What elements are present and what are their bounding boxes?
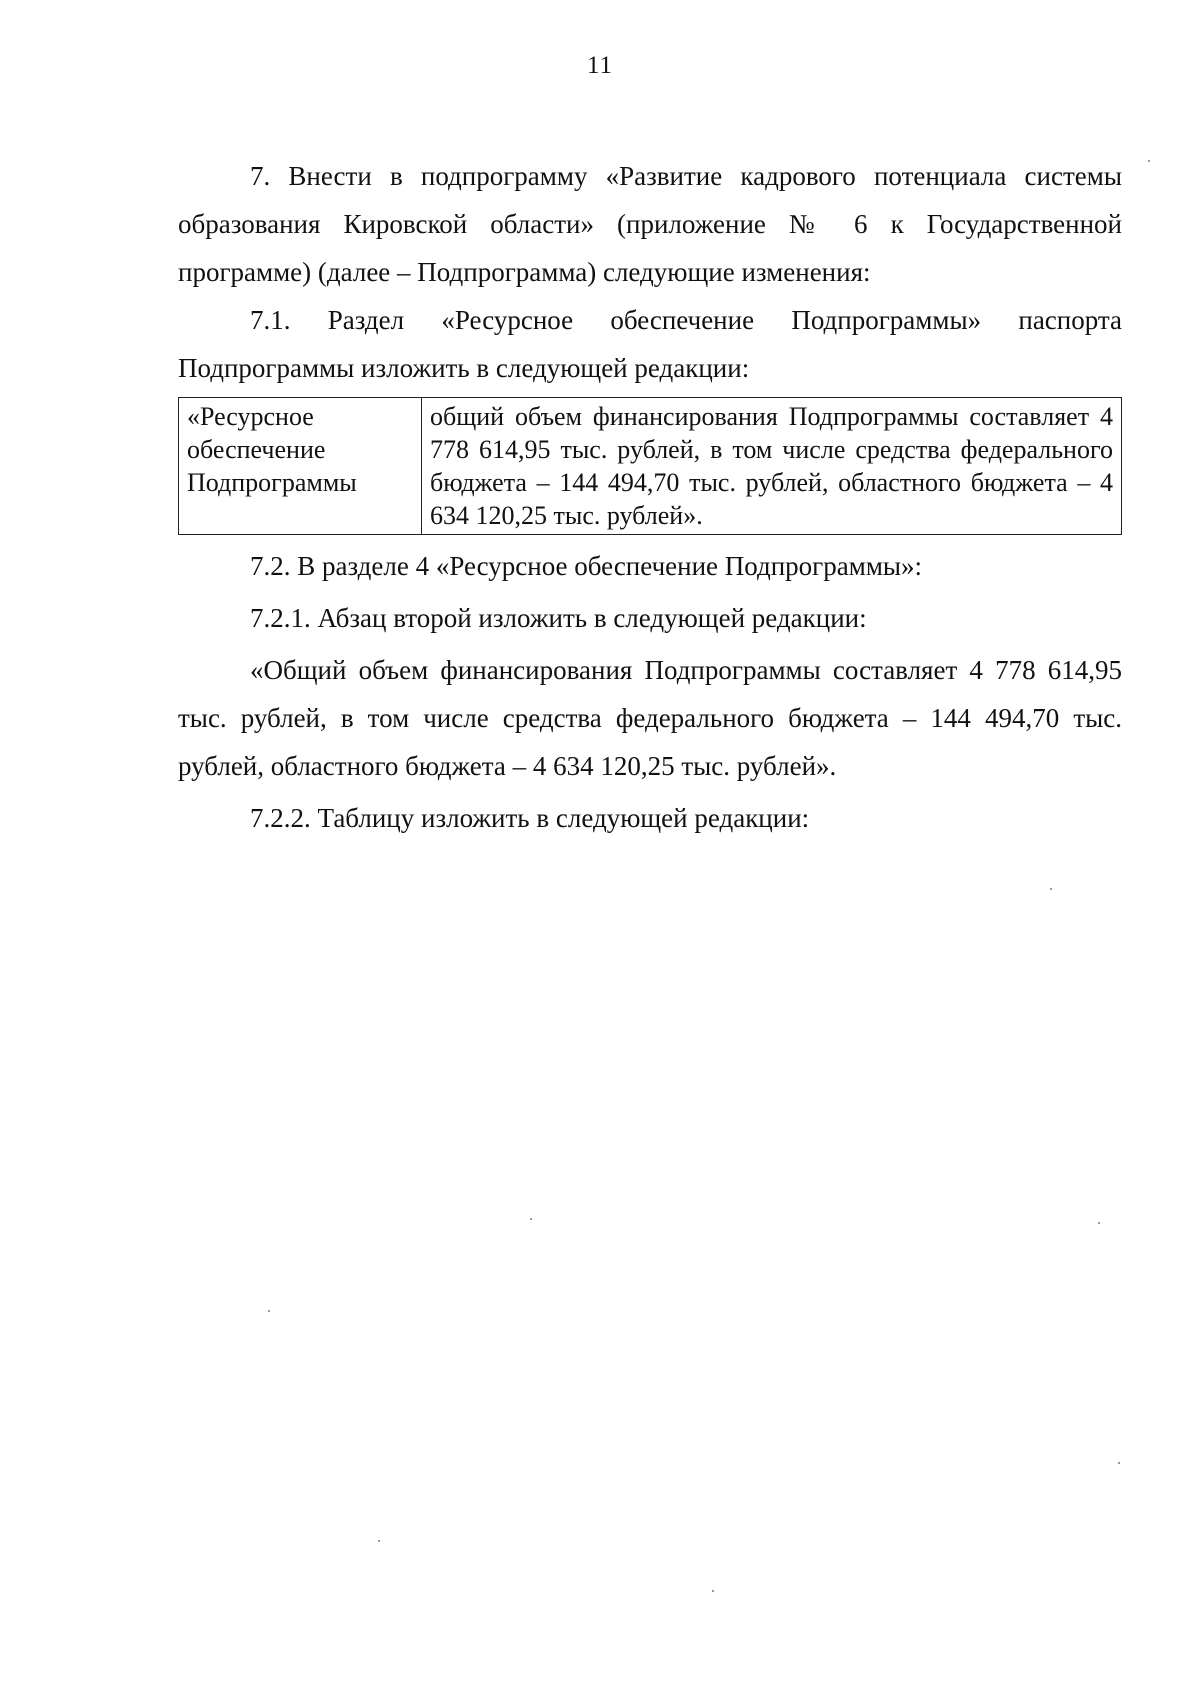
scan-speck	[530, 1218, 532, 1220]
document-body	[178, 152, 1122, 842]
paragraph-7-1-line-1: 7.1. Раздел «Ресурсное обеспечение Подпрограммы» паспорта	[250, 305, 1122, 335]
passport-section-name-cell: «Ресурсное обеспечение Подпрограммы	[179, 398, 422, 535]
table-row	[179, 398, 1122, 535]
scan-speck	[1050, 888, 1052, 890]
paragraph-7-2-1: 7.2.1. Абзац второй изложить в следующей редакции:	[250, 603, 867, 633]
paragraph-7-1-line-2: Подпрограммы изложить в следующей редакции:	[178, 353, 750, 383]
scan-speck	[268, 1310, 270, 1312]
page-number: 11	[586, 52, 614, 79]
paragraph-7-2: 7.2. В разделе 4 «Ресурсное обеспечение Подпрограммы»:	[250, 551, 923, 581]
scan-speck	[1118, 1462, 1120, 1464]
scan-speck	[378, 1540, 380, 1542]
paragraph-7-2-2: 7.2.2. Таблицу изложить в следующей редакции:	[250, 803, 810, 833]
scan-speck	[712, 1590, 714, 1592]
scan-speck	[1098, 1222, 1100, 1224]
passport-section-text-cell: общий объем финансирования Подпрограммы составляет 4 778 614,95 тыс. рублей, в том числе средства федерального бюджета – 144 494,70 тыс. рублей, областного бюджета – 4 634 120,25 тыс. рублей».	[422, 398, 1122, 535]
paragraph-quote: «Общий объем финансирования Подпрограммы составляет 4 778 614,95 тыс. рублей, в том числе средства федерального бюджета – 144 494,70 тыс. рублей, областного бюджета – 4 634 120,25 тыс. рублей».	[178, 655, 1122, 781]
passport-table	[178, 397, 1122, 535]
scan-speck	[1148, 160, 1150, 162]
paragraph-7: 7. Внести в подпрограмму «Развитие кадрового потенциала системы образования Кировской области» (приложение № 6 к Государственной программе) (далее – Подпрограмма) следующие изменения:	[178, 161, 1122, 287]
